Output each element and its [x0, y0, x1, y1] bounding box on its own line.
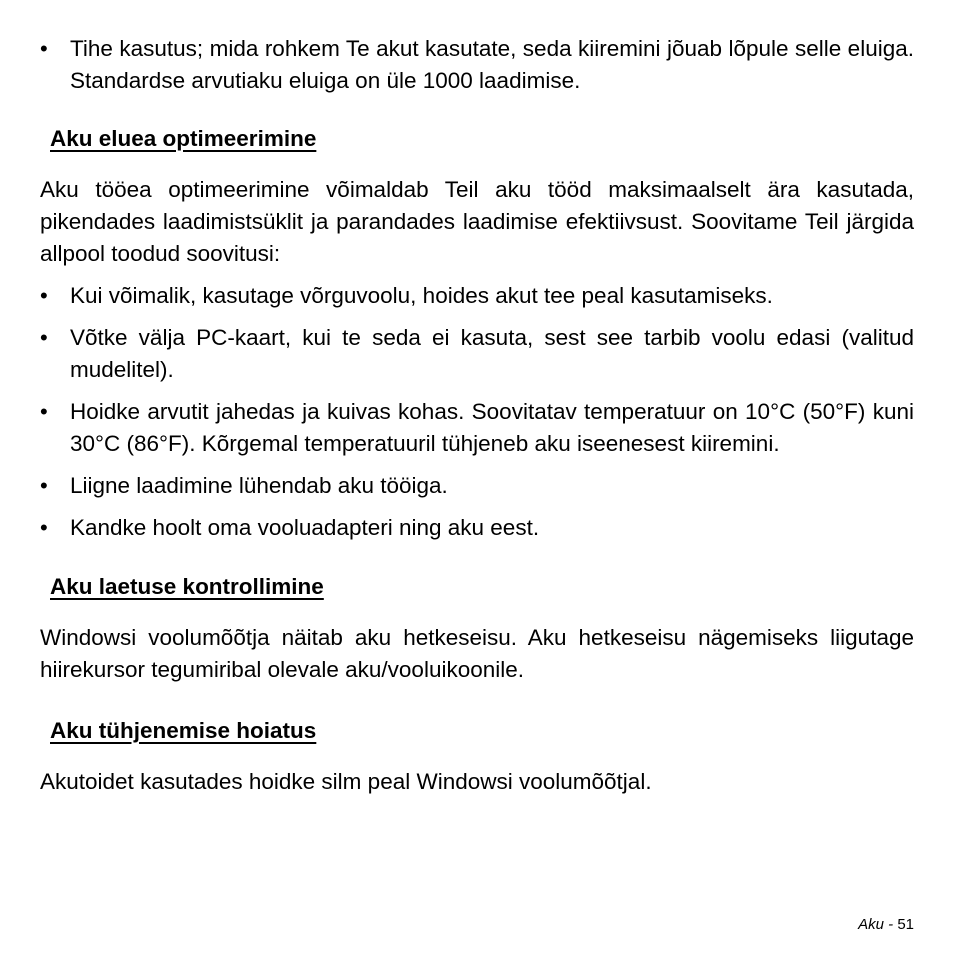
- section-paragraph-check: Windowsi voolumõõtja näitab aku hetkeseisu. Aku hetkeseisu nägemiseks liigutage hiirekursor tegumiribal olevale aku/vooluikoonile.: [40, 625, 914, 682]
- top-bullet-list: [40, 33, 914, 97]
- page-number: 51: [897, 916, 914, 933]
- bullet-text: Hoidke arvutit jahedas ja kuivas kohas. Soovitatav temperatuur on 10°C (50°F) kuni 30°C (86°F). Kõrgemal temperatuuril tühjeneb aku iseenesest kiiremini.: [70, 399, 914, 456]
- bullet-icon: •: [40, 283, 48, 308]
- bullet-text: Kui võimalik, kasutage võrguvoolu, hoides akut tee peal kasutamiseks.: [70, 283, 773, 308]
- section-paragraph-warning: Akutoidet kasutades hoidke silm peal Windowsi voolumõõtjal.: [40, 769, 652, 794]
- list-item: [40, 322, 914, 386]
- optimize-bullet-list: [40, 280, 914, 544]
- section-heading-optimize: Aku eluea optimeerimine: [50, 126, 317, 151]
- bullet-icon: •: [40, 473, 48, 498]
- list-item: [40, 33, 914, 97]
- list-item: [40, 396, 914, 460]
- bullet-icon: •: [40, 399, 48, 424]
- bullet-text: Kandke hoolt oma vooluadapteri ning aku eest.: [70, 515, 540, 540]
- list-item: [40, 512, 914, 544]
- bullet-text: Tihe kasutus; mida rohkem Te akut kasutate, seda kiiremini jõuab lõpule selle eluiga. Standardse arvutiaku eluiga on üle 1000 laadimise.: [70, 36, 914, 93]
- section-heading-check: Aku laetuse kontrollimine: [50, 574, 324, 599]
- section-paragraph-optimize: Aku tööea optimeerimine võimaldab Teil aku tööd maksimaalselt ära kasutada, pikendades laadimistsüklit ja parandades laadimise efektiivsust. Soovitame Teil järgida allpool toodud soovitusi:: [40, 177, 914, 266]
- document-page: [40, 0, 914, 798]
- bullet-text: Liigne laadimine lühendab aku tööiga.: [70, 473, 448, 498]
- footer-section-label: Aku -: [858, 916, 898, 933]
- bullet-text: Võtke välja PC-kaart, kui te seda ei kasuta, sest see tarbib voolu edasi (valitud mudelitel).: [70, 325, 914, 382]
- bullet-icon: •: [40, 515, 48, 540]
- list-item: [40, 280, 914, 312]
- bullet-icon: •: [40, 325, 48, 350]
- bullet-icon: •: [40, 36, 48, 61]
- page-footer: [858, 915, 914, 935]
- section-heading-warning: Aku tühjenemise hoiatus: [50, 718, 317, 743]
- list-item: [40, 470, 914, 502]
